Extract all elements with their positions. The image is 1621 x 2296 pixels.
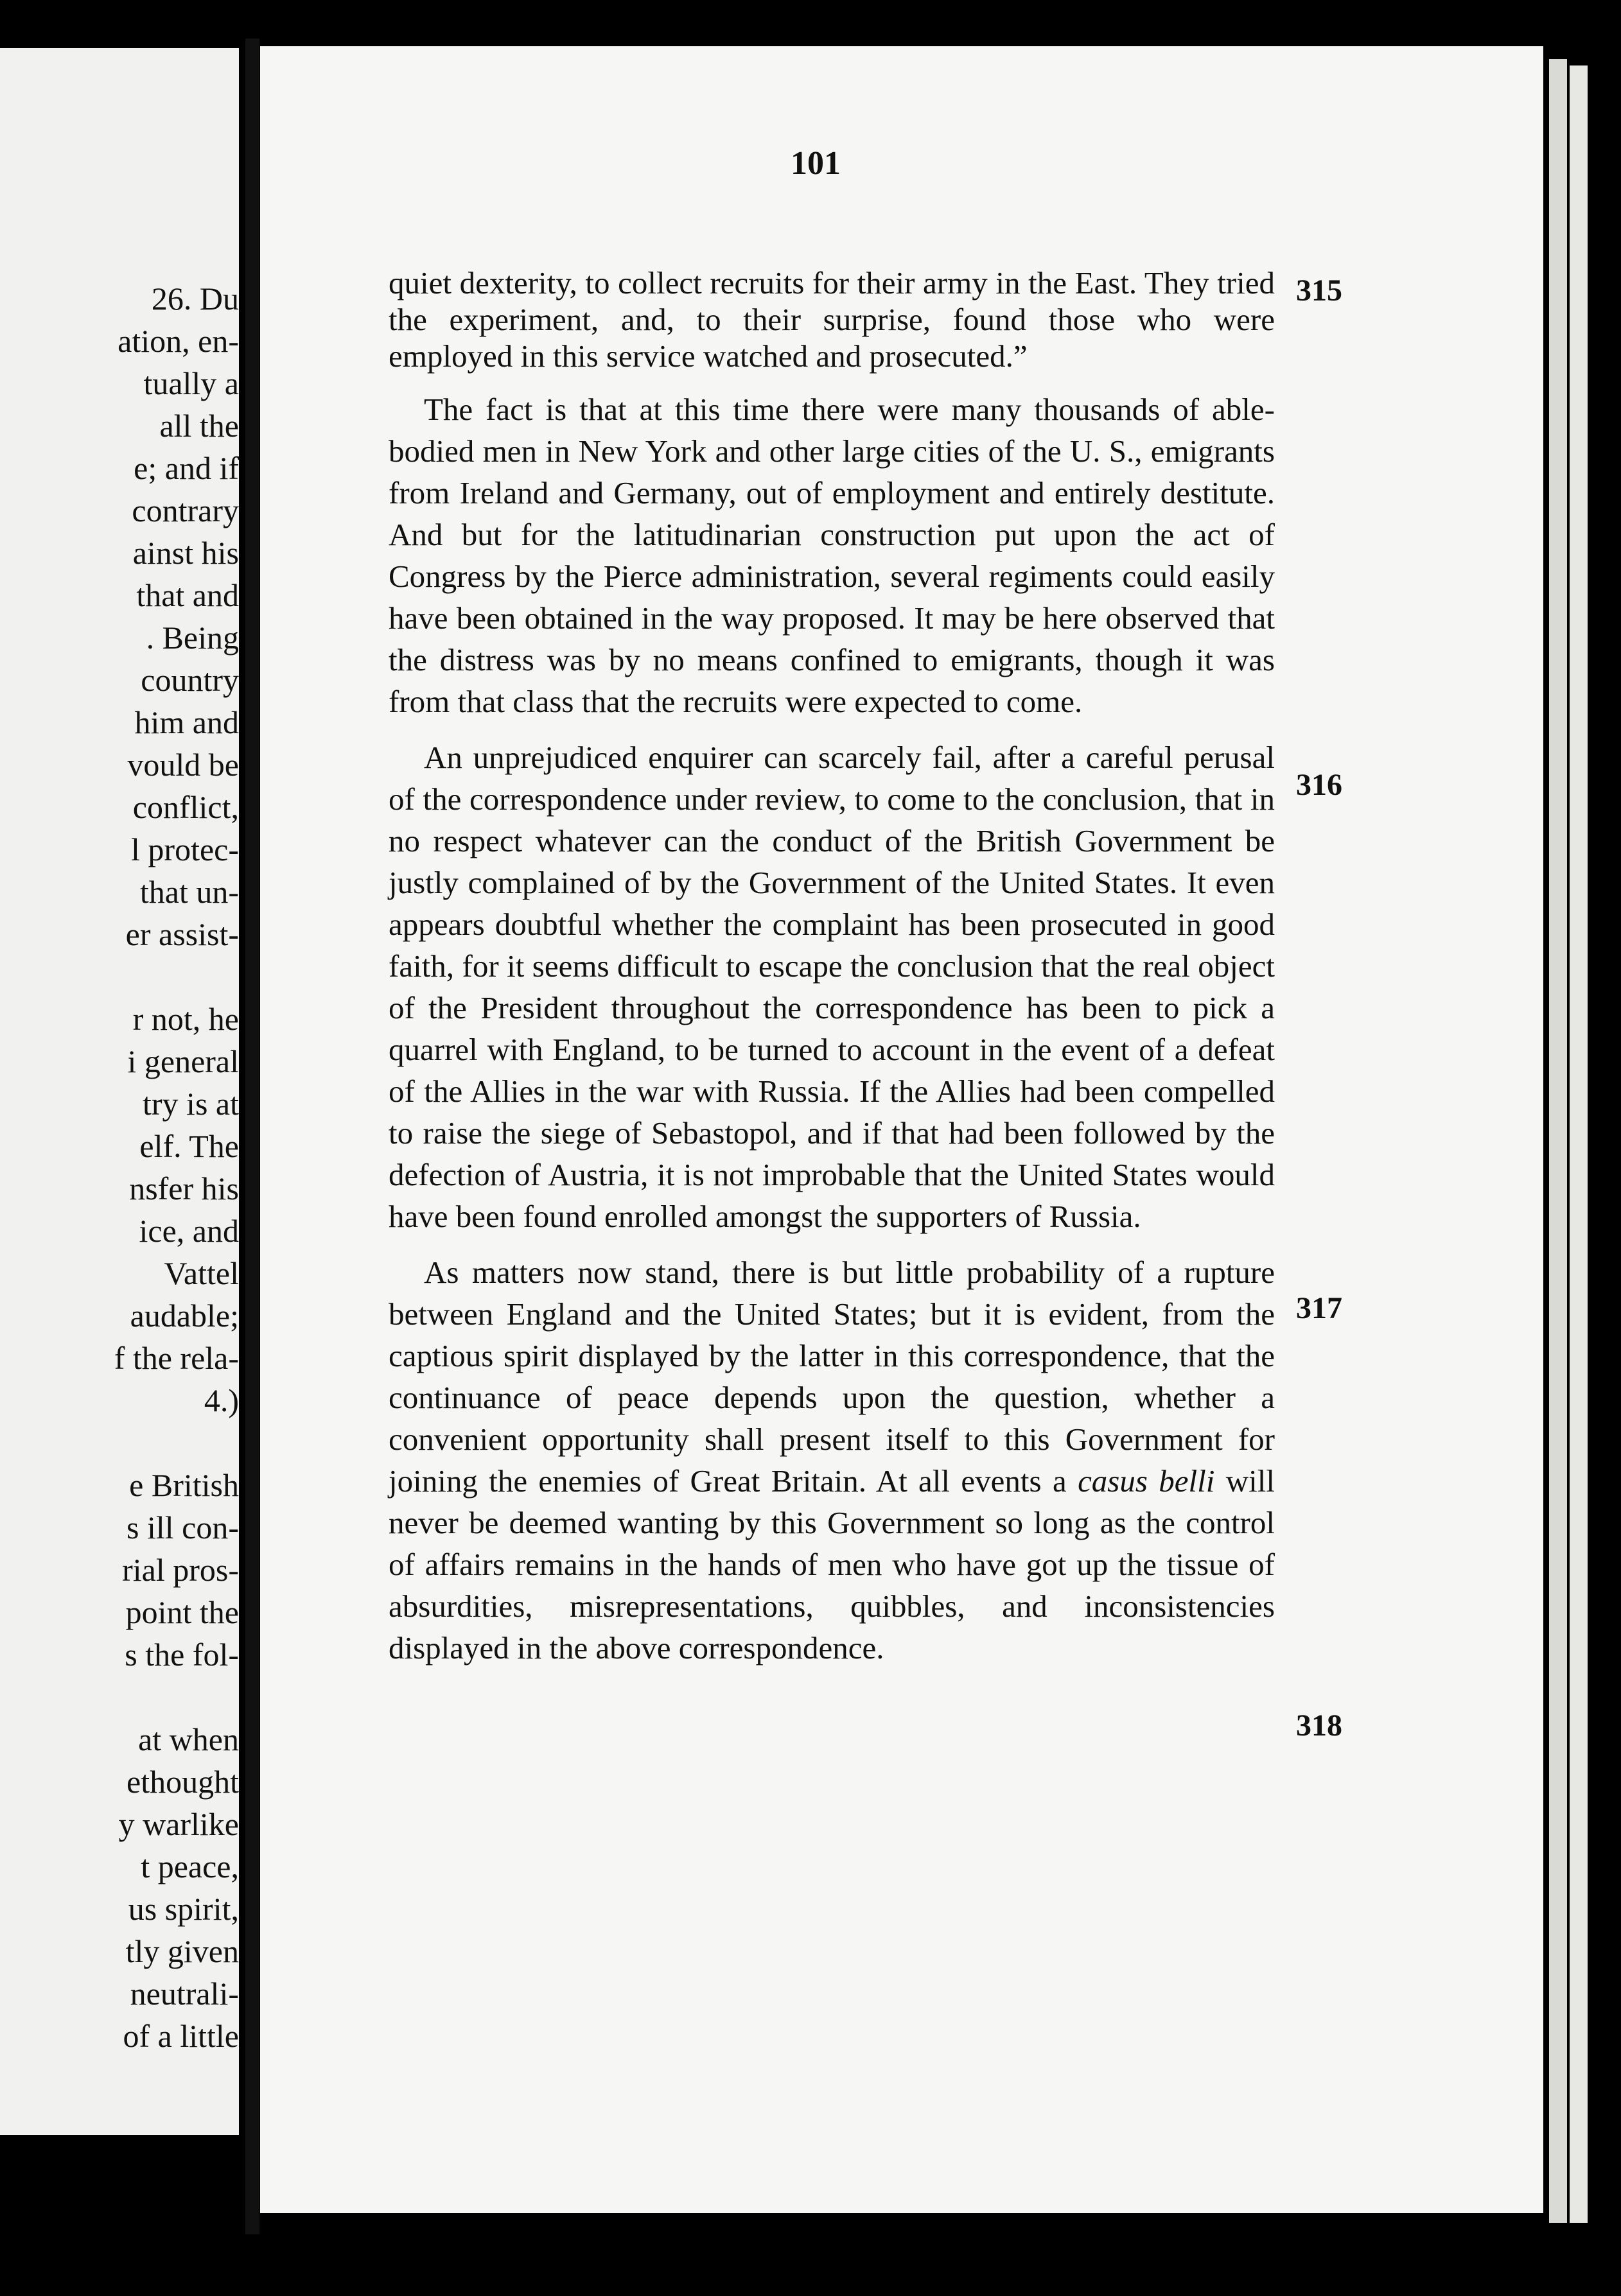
paragraph-text: will never be deemed wanting by this Government so long as the control of affairs remains in the hands of men who have got up the tissue of absurdities, misrepresentations, quibbles, and inconsistencies displayed in the above correspondence. [389,1463,1275,1665]
book-gutter [245,39,259,2234]
fragment-line: ainst his [132,535,239,571]
paragraph-text: As matters now stand, there is but little probability of a rupture between England and the United States; but it is evident, from the captious spirit displayed by the latter in this correspondence, that the continuance of peace depends upon the question, whether a convenient opportunity shall present itself to this Government for joining the enemies of Great Britain. At all events a [389,1255,1275,1499]
fragment-line: country [141,662,239,698]
fragment-line: ice, and [139,1213,239,1249]
fragment-line: all the [159,408,239,444]
page-edge [1549,59,1567,2223]
fragment-line: at when [138,1721,239,1757]
paragraph: The fact is that at this time there were many thousands of able-bodied men in New York and other large cities of the U. S., emigrants from Ireland and Germany, out of employment and entirely destitute. And but for the latitudinarian construction put upon the act of Congress by the Pierce administration, several regiments could easily have been obtained in the way proposed. It may be here observed that the distress was by no means confined to emigrants, though it was from that class that the recruits were expected to come. [389,392,1275,719]
fragment-line: s ill con- [127,1509,239,1545]
fragment-line: e British [129,1467,239,1503]
marginal-number: 317 [1296,1291,1342,1325]
fragment-line: him and [134,704,239,740]
fragment-line: i general [127,1043,239,1079]
fragment-line: audable; [130,1298,239,1334]
fragment-line: that un- [139,874,239,910]
fragment-line: us spirit, [128,1891,239,1927]
fragment-line: ethought [127,1764,239,1800]
fragment-line: of a little [123,2018,239,2054]
fragment-line: try is at [143,1086,239,1122]
marginal-number: 315 [1296,274,1342,308]
marginal-number: 316 [1296,768,1342,802]
fragment-line: r not, he [132,1001,239,1037]
fragment-line: Vattel [164,1255,239,1291]
page-edge [1570,65,1588,2223]
fragment-line: elf. The [139,1128,239,1164]
fragment-line: vould be [127,747,239,783]
fragment-line: tly given [125,1933,239,1969]
fragment-line: s the fol- [125,1637,239,1673]
fragment-line: y warlike [118,1806,239,1842]
body-text [389,265,1275,1683]
paragraph: An unprejudiced enquirer can scarcely fail, after a careful perusal of the correspondence under review, to come to the conclusion, that in no respect whatever can the conduct of the British Government be justly complained of by the Government of the United States. It even appears doubtful whether the complaint has been prosecuted in good faith, for it seems difficult to escape the conclusion that the real object of the President throughout the correspondence has been to pick a quarrel with England, to be turned to account in the event of a defeat of the Allies in the war with Russia. If the Allies had been compelled to raise the siege of Sebastopol, and if that had been followed by the defection of Austria, it is not improbable that the United States would have been found enrolled amongst the supporters of Russia. [389,740,1275,1234]
fragment-line: conflict, [132,789,239,825]
latin-phrase: casus belli [1078,1463,1215,1499]
paragraph [389,1251,1275,1669]
marginal-number: 318 [1296,1709,1342,1743]
fragment-line: neutrali- [130,1976,239,2012]
fragment-line: e; and if [134,450,239,486]
fragment-line: point the [125,1594,239,1630]
fragment-line: ation, en- [118,323,239,359]
page-number: 101 [791,145,841,182]
paragraph: quiet dexterity, to collect recruits for their army in the East. They tried the experiment, and, to their surprise, found those who were employed in this service watched and prosecuted.” [389,265,1275,374]
fragment-line: 26. Du [151,281,239,317]
fragment-line: that and [136,577,239,613]
fragment-line: t peace, [141,1848,239,1884]
fragment-line: 4.) [204,1382,239,1418]
fragment-line: er assist- [125,916,239,952]
fragment-line: rial pros- [122,1552,239,1588]
fragment-line: nsfer his [129,1170,239,1206]
fragment-line: contrary [132,492,239,528]
previous-page-fragment [0,48,239,2135]
fragment-line: l protec- [131,831,239,867]
fragment-line: f the rela- [114,1340,239,1376]
fragment-line: . Being [146,620,239,656]
fragment-line: tually a [143,365,239,401]
